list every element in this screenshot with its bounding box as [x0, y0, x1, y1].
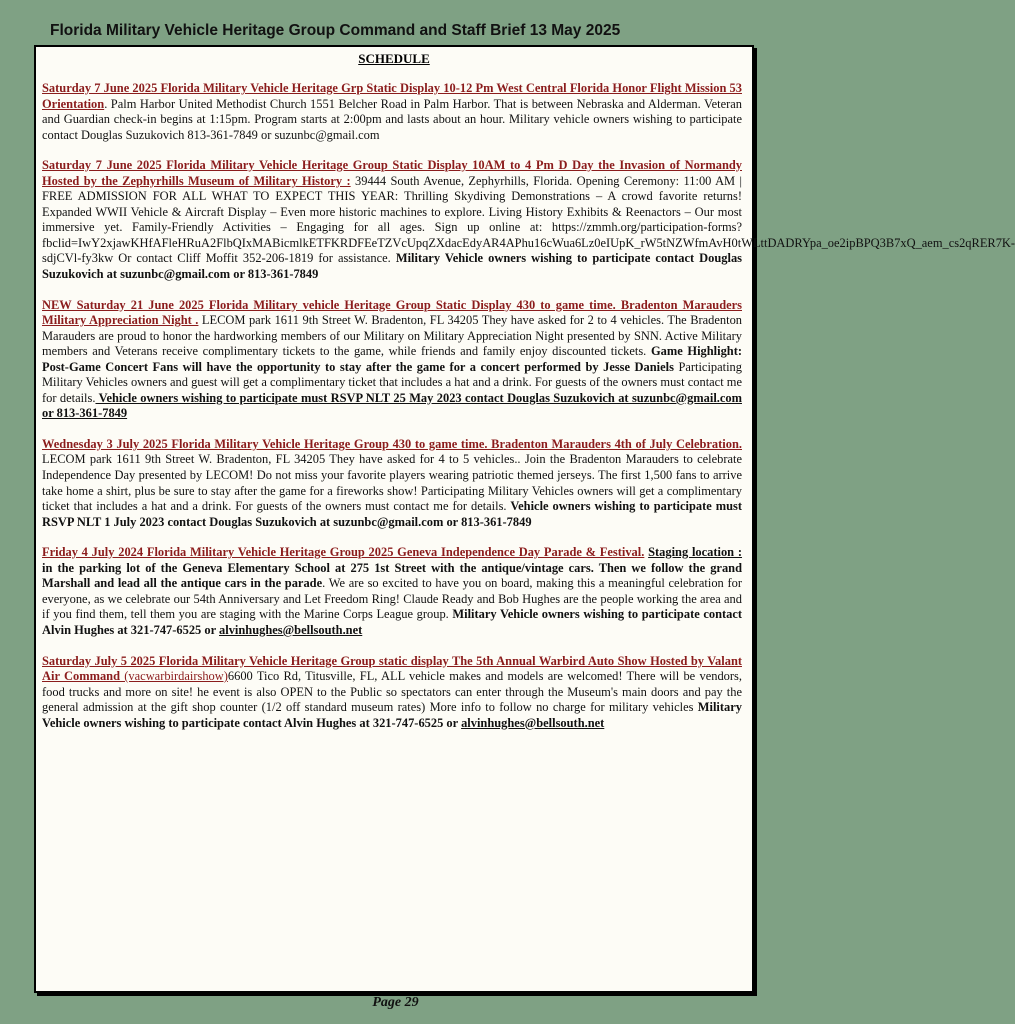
schedule-heading: SCHEDULE [358, 51, 430, 66]
event-contact: Military Vehicle owners wishing to participate contact Alvin Hughes at 321-747-6525 or [42, 700, 742, 730]
schedule-item [42, 654, 742, 732]
event-body-continued: Participating Military Vehicles owners and guest will get a complimentary ticket that includes a hat and a drink. For guests of the owners must contact me for details. [42, 359, 742, 405]
contact-email-link[interactable]: alvinhughes@bellsouth.net [219, 622, 363, 637]
event-highlight: Game Highlight: Post-Game Concert Fans will have the opportunity to stay after the game for a concert performed by Jesse Daniels [42, 344, 742, 374]
contact-email-link[interactable]: alvinhughes@bellsouth.net [461, 715, 605, 730]
event-title: Saturday 7 June 2025 Florida Military Vehicle Heritage Grp Static Display 10-12 Pm West Central Florida Honor Flight Mission 53 Orientation [42, 81, 742, 111]
event-body: . We are so excited to have you on board, making this a meaningful celebration for everyone, as we celebrate our 54th Anniversary and Let Freedom Ring! Claude Ready and Bob Hughes are the people working the area and if you find them, tell them you are staging with the Marine Corps League group. [42, 576, 742, 622]
schedule-list [42, 81, 1015, 746]
event-body: LECOM park 1611 9th Street W. Bradenton, FL 34205 They have asked for 2 to 4 vehicles. The Bradenton Marauders are proud to honor the hardworking members of our Military on Military Appreciation Night presented by SNN. Active Military members and Veterans receive complimentary tickets to the game, while friends and family enjoy discounted tickets. [42, 313, 743, 359]
event-title: Wednesday 3 July 2025 Florida Military Vehicle Heritage Group 430 to game time. Bradenton Marauders 4th of July Celebration. [42, 436, 742, 451]
schedule-item [42, 158, 1015, 282]
event-title: NEW Saturday 21 June 2025 Florida Military vehicle Heritage Group Static Display 430 to game time. Bradenton Marauders Military Appreciation Night . [42, 297, 742, 328]
page-number: Page 29 [372, 995, 419, 1010]
event-contact: Vehicle owners wishing to participate must RSVP NLT 1 July 2023 contact Douglas Suzukovich at suzunbc@gmail.com or 813-361-7849 [42, 499, 742, 529]
staging-location: in the parking lot of the Geneva Elementary School at 275 1st Street with the antique/vintage cars. Then we follow the grand Marshall and lead all the antique cars in the parade [42, 560, 742, 591]
event-contact: Vehicle owners wishing to participate must RSVP NLT 25 May 2023 contact Douglas Suzukovich at suzunbc@gmail.com or 813-361-7849 [42, 390, 742, 421]
staging-label: Staging location : [648, 545, 743, 560]
event-title: Saturday 7 June 2025 Florida Military Vehicle Heritage Group Static Display 10AM to 4 Pm D Day the Invasion of Normandy Hosted by the Zephyrhills Museum of Military History : [42, 158, 742, 188]
schedule-item [42, 81, 742, 143]
event-contact: Military Vehicle owners wishing to participate contact Alvin Hughes at 321-747-6525 or [42, 607, 743, 637]
schedule-item [42, 545, 742, 638]
event-title: Saturday July 5 2025 Florida Military Vehicle Heritage Group static display The 5th Annual Warbird Auto Show Hosted by Valant Air Command [42, 653, 742, 684]
event-body: 6600 Tico Rd, Titusville, FL, ALL vehicle makes and models are welcomed! There will be vendors, food trucks and more on site! he event is also OPEN to the Public so spectators can enter through the Museum's main doors and pay the general admission at the gift shop counter (1/2 off standard museum rates) More info to follow no charge for military vehicles [42, 669, 742, 715]
schedule-item [42, 298, 742, 422]
event-contact: Military Vehicle owners wishing to participate contact Douglas Suzukovich at suzunbc@gmail.com or 813-361-7849 [42, 251, 743, 282]
event-link[interactable]: (vacwarbirdairshow) [120, 669, 228, 684]
schedule-item [42, 437, 742, 530]
event-body: 39444 South Avenue, Zephyrhills, Florida. Opening Ceremony: 11:00 AM | FREE ADMISSION FOR ALL WHAT TO EXPECT THIS YEAR: Thrilling Skydiving Demonstrations – A crowd favorite returns! Expanded WWII Vehicle & Aircraft Display – Even more historic machines to explore. Living History Exhibits & Reenactors – Our most immersive yet. Family-Friendly Activities – Engaging for all ages. Sign up online at: https://zmmh.org/participation-forms?fbclid=IwY2xjawKHfAFleHRuA2FlbQIxMABicmlkETFKRDFEeTZVcUpqZXdacEdyAR4APhu16cWua6Lz0eIUpK_rW5tNZWfmAvH0tWLttDADRYpa_oe2ipBPQ3B7xQ_aem_cs2qRER7K-sdjCVl-fy3kw Or contact Cliff Moffit 352-206-1819 for assistance. [42, 173, 1015, 266]
event-body: . Palm Harbor United Methodist Church 1551 Belcher Road in Palm Harbor. That is between Nebraska and Alderman. Veteran and Guardian check-in begins at 1:15pm. Program starts at 2:00pm and lasts about an hour. Military vehicle owners wishing to participate contact Douglas Suzukovich 813-361-7849 or suzunbc@gmail.com [42, 96, 742, 142]
event-title: Friday 4 July 2024 Florida Military Vehicle Heritage Group 2025 Geneva Independence Day Parade & Festival. [42, 545, 645, 560]
page-header-title: Florida Military Vehicle Heritage Group Command and Staff Brief 13 May 2025 [50, 22, 621, 39]
event-body: LECOM park 1611 9th Street W. Bradenton, FL 34205 They have asked for 4 to 5 vehicles.. Join the Bradenton Marauders to celebrate Independence Day presented by LECOM! Do not miss your favorite players wearing patriotic themed jerseys. The first 1,500 fans to arrive take home a shirt, plus be sure to stay after the game for a fireworks show! Participating Military Vehicles owners will get a complimentary ticket that includes a hat and a drink. For guests of the owners must contact me for details. [42, 452, 742, 514]
schedule-panel [34, 45, 1015, 993]
